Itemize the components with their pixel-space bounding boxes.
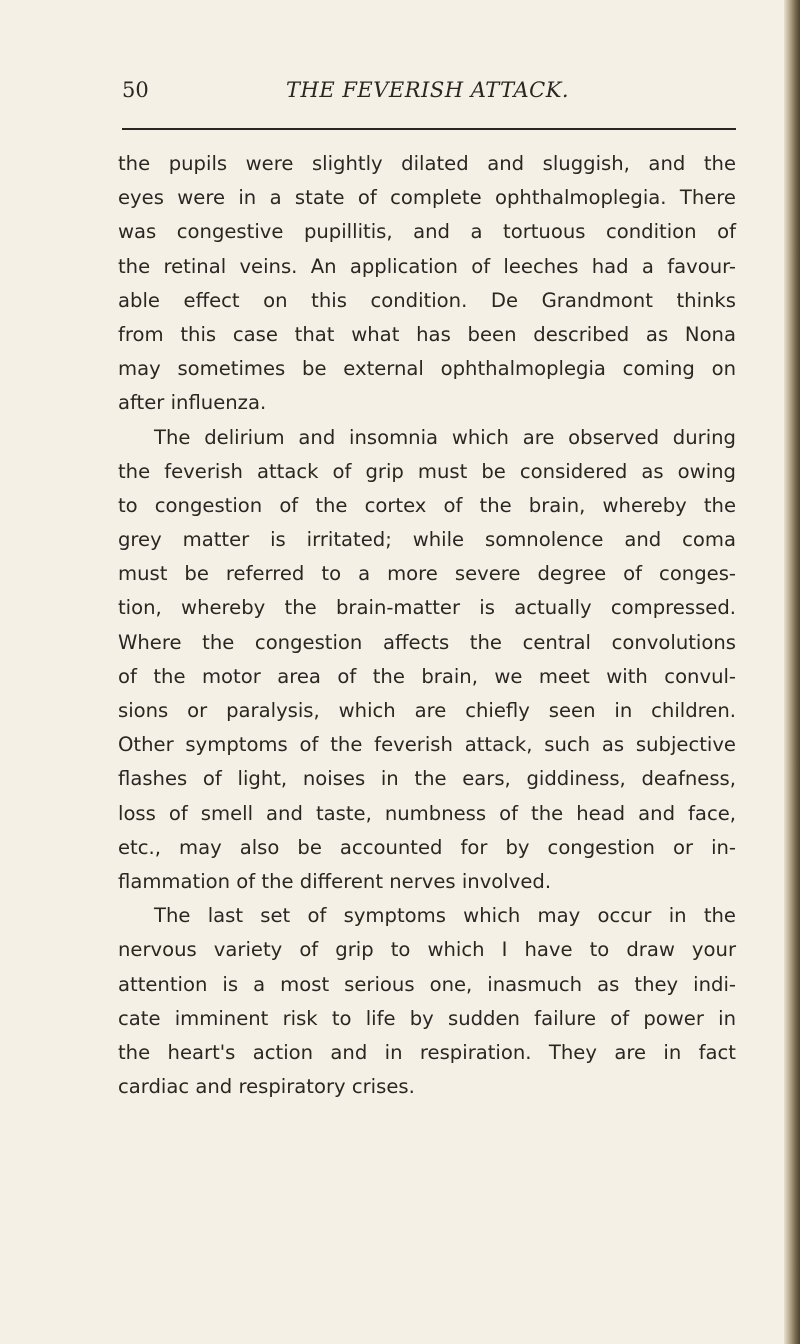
running-head: THE FEVERISH ATTACK. <box>286 78 570 102</box>
text-line: the heart's action and in respiration. They are in fact <box>118 1040 736 1064</box>
page-header <box>122 78 738 114</box>
text-line: the feverish attack of grip must be considered as owing <box>118 459 736 483</box>
text-line: Other symptoms of the feverish attack, such as subjective <box>118 733 736 757</box>
text-line: nervous variety of grip to which I have to draw your <box>118 938 736 962</box>
text-line: from this case that what has been described as Nona <box>118 322 736 346</box>
page-number: 50 <box>122 78 149 102</box>
text-line: sions or paralysis, which are chiefly seen in children. <box>118 699 736 722</box>
text-line: may sometimes be external ophthalmoplegia coming on <box>118 357 736 381</box>
page-edge <box>784 0 800 1344</box>
text-line: cardiac and respiratory crises. <box>118 1075 415 1099</box>
text-line: must be referred to a more severe degree of conges- <box>118 562 736 586</box>
text-line: able effect on this condition. De Grandmont thinks <box>118 288 736 312</box>
text-line: grey matter is irritated; while somnolence and coma <box>118 528 736 552</box>
header-rule <box>122 128 736 130</box>
text-line: The delirium and insomnia which are observed during <box>154 425 736 449</box>
text-line: the retinal veins. An application of leeches had a favour- <box>118 254 736 278</box>
text-line: to congestion of the cortex of the brain, whereby the <box>118 493 736 517</box>
text-line: etc., may also be accounted for by congestion or in- <box>118 835 736 859</box>
text-line: Where the congestion affects the central convolutions <box>118 630 736 654</box>
text-line: was congestive pupillitis, and a tortuous condition of <box>118 220 736 244</box>
text-line: flammation of the different nerves involved. <box>118 869 552 893</box>
text-line: loss of smell and taste, numbness of the head and face, <box>118 801 736 825</box>
text-line: flashes of light, noises in the ears, giddiness, deafness, <box>118 767 736 791</box>
text-line: of the motor area of the brain, we meet with convul- <box>118 664 736 688</box>
body-text <box>118 147 736 1104</box>
text-line: tion, whereby the brain-matter is actually compressed. <box>118 596 736 620</box>
text-line: the pupils were slightly dilated and sluggish, and the <box>118 152 736 175</box>
text-line: after influenza. <box>118 391 267 415</box>
text-line: eyes were in a state of complete ophthalmoplegia. There <box>118 186 736 210</box>
text-line: cate imminent risk to life by sudden failure of power in <box>118 1006 736 1030</box>
text-line: attention is a most serious one, inasmuch as they indi- <box>118 972 736 996</box>
text-line: The last set of symptoms which may occur in the <box>154 904 736 928</box>
